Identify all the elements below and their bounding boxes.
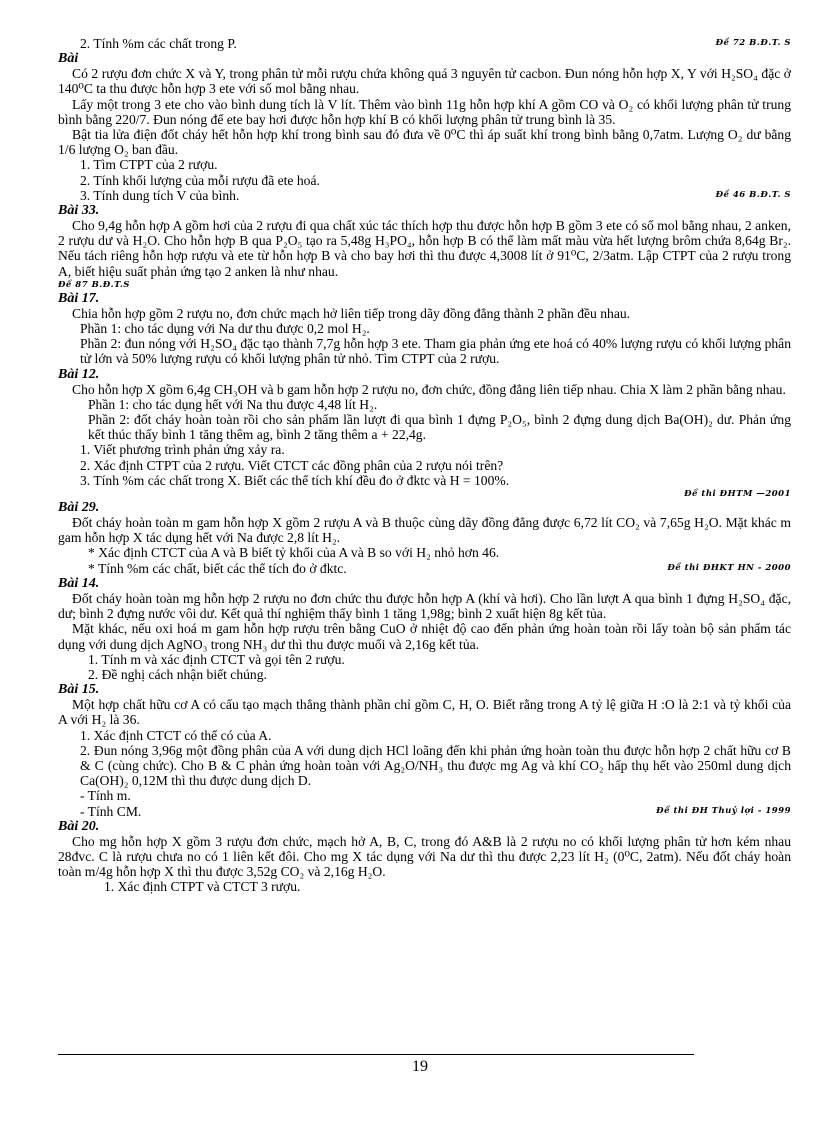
text-line	[58, 397, 791, 412]
page-number: 19	[412, 1058, 428, 1075]
text-line	[58, 382, 791, 397]
source-note	[58, 279, 791, 291]
line-text: 1. Xác định CTPT và CTCT 3 rượu.	[104, 879, 301, 895]
line-text: Phần 1: cho tác dụng với Na dư thu được 0,2 mol H₂.	[80, 321, 370, 337]
text-line	[58, 336, 791, 366]
line-text: Bật tia lửa điện đốt cháy hết hỗn hợp khí trong bình sau đó đưa về 0⁰C thì áp suất khí trong bình bằng 0,7atm. Lượng O₂ dư bằng 1/6 lượng O₂ ban đầu.	[58, 127, 791, 158]
text-line	[58, 591, 791, 621]
text-line	[58, 36, 791, 51]
text-line	[58, 652, 791, 667]
line-text: Bài 29.	[58, 500, 100, 516]
text-line	[58, 127, 791, 157]
exercise-title	[58, 576, 791, 591]
text-line	[58, 545, 791, 560]
text-line	[58, 157, 791, 172]
line-text: Phần 2: đốt cháy hoàn toàn rồi cho sản phẩm lần lượt đi qua bình 1 đựng P₂O₅, bình 2 đựng dung dịch Ba(OH)₂ dư. Phản ứng kết thúc thấy bình 1 tăng thêm ag, bình 2 tăng thêm a + 22,4g.	[88, 412, 791, 443]
document-content	[58, 36, 791, 895]
line-text: Bài	[58, 51, 79, 67]
source-note: Đề 46 B.Đ.T. S	[715, 189, 791, 200]
text-line	[58, 621, 791, 651]
line-text: Đốt cháy hoàn toàn m gam hỗn hợp X gồm 2 rượu A và B thuộc cùng dãy đồng đẳng được 6,72 lít CO₂ và 7,65g H₂O. Mặt khác m gam hỗn hợp X tác dụng hết với Na được 2,8 lít H₂.	[58, 515, 791, 546]
line-text: 1. Tìm CTPT của 2 rượu.	[80, 157, 218, 173]
text-line	[58, 97, 791, 127]
exercise-title	[58, 51, 791, 66]
text-line	[58, 879, 791, 894]
line-text: Bài 14.	[58, 575, 100, 591]
text-line	[58, 306, 791, 321]
line-text: Mặt khác, nếu oxi hoá m gam hỗn hợp rượu trên bằng CuO ở nhiệt độ cao đến phản ứng hoàn toàn rồi lấy toàn bộ sản phẩm tác dụng với dung dịch AgNO₃ trong NH₃ dư thì thu được muối và 2,16g kết tủa.	[58, 621, 791, 652]
line-text: Một hợp chất hữu cơ A có cấu tạo mạch thẳng thành phần chỉ gồm C, H, O. Biết rằng trong A tỷ lệ giữa H :O là 2:1 và tỷ khối của A với H₂ là 36.	[58, 697, 791, 728]
text-line	[58, 804, 791, 819]
line-text: * Xác định CTCT của A và B biết tỷ khối của A và B so với H₂ nhỏ hơn 46.	[88, 545, 500, 561]
text-line	[58, 442, 791, 457]
line-text: 2. Tính %m các chất trong P.	[80, 36, 237, 51]
line-text: Bài 20.	[58, 818, 100, 834]
line-text: - Tính m.	[80, 788, 131, 804]
line-text: Phần 1: cho tác dụng hết với Na thu được 4,48 lít H₂.	[88, 396, 378, 412]
line-text: - Tính CM.	[80, 803, 142, 819]
line-text: Đề thi ĐHTM —2001	[684, 489, 791, 500]
text-line	[58, 728, 791, 743]
line-text: 3. Tính %m các chất trong X. Biết các thể tích khí đều đo ở đktc và H = 100%.	[80, 472, 510, 488]
exercise-title	[58, 291, 791, 306]
line-text: Có 2 rượu đơn chức X và Y, trong phân tử mỗi rượu chứa không quá 3 nguyên tử cacbon. Đun nóng hỗn hợp X, Y với H₂SO₄ đặc ở 140⁰C ta thu được hỗn hợp 3 ete với số mol bằng nhau.	[58, 66, 791, 97]
text-line	[58, 66, 791, 96]
exercise-title	[58, 203, 791, 218]
line-text: Lấy một trong 3 ete cho vào bình dung tích là V lít. Thêm vào bình 11g hỗn hợp khí A gồm CO và O₂ có khối lượng phân tử trung bình bằng 220/7. Đun nóng để ete bay hơi được hỗn hợp khí B có khối lượng phân tử trung bình là 35.	[58, 96, 791, 127]
line-text: Bài 12.	[58, 366, 100, 382]
line-text: 1. Tính m và xác định CTCT và gọi tên 2 rượu.	[88, 651, 345, 667]
footer-rule	[58, 1054, 694, 1055]
line-text: Phần 2: đun nóng với H₂SO₄ đặc tạo thành 7,7g hỗn hợp 3 ete. Tham gia phản ứng ete hoá có 40% lượng rượu có khối lượng phân tử lớn và 50% lượng rượu có khối lượng phân tử nhỏ. Tìm CTPT của 2 rượu.	[80, 336, 791, 367]
text-line	[58, 458, 791, 473]
source-note	[58, 488, 791, 500]
line-text: Đề 87 B.Đ.T.S	[58, 279, 130, 290]
line-text: Chia hỗn hợp gồm 2 rượu no, đơn chức mạch hở liên tiếp trong dãy đồng đẳng thành 2 phần đều nhau.	[72, 305, 631, 321]
line-text: 2. Tính khối lượng của mỗi rượu đã ete hoá.	[80, 172, 320, 188]
text-line	[58, 473, 791, 488]
line-text: Cho hỗn hợp X gồm 6,4g CH₃OH và b gam hỗn hợp 2 rượu no, đơn chức, đồng đẳng liên tiếp nhau. Chia X làm 2 phần bằng nhau.	[72, 381, 786, 397]
line-text: 2. Đề nghị cách nhận biết chúng.	[88, 666, 267, 682]
line-text: Bài 17.	[58, 290, 100, 306]
exercise-title	[58, 682, 791, 697]
source-note: Đề thi ĐH Thuỷ lợi - 1999	[656, 805, 791, 816]
text-line	[58, 561, 791, 576]
text-line	[58, 321, 791, 336]
line-text: 2. Xác định CTPT của 2 rượu. Viết CTCT các đồng phân của 2 rượu nói trên?	[80, 457, 504, 473]
source-note: Đề 72 B.Đ.T. S	[715, 38, 791, 48]
text-line	[58, 697, 791, 727]
text-line	[58, 218, 791, 279]
line-text: 2. Đun nóng 3,96g một đồng phân của A với dung dịch HCl loãng đến khi phản ứng hoàn toàn thu được hỗn hợp 2 chất hữu cơ B & C (cùng chức). Cho B & C phản ứng hoàn toàn với Ag₂O/NH₃ thu được mg Ag và khí CO₂ hấp thụ hết vào 250ml dung dịch Ca(OH)₂ 0,12M thì thu được dung dịch D.	[80, 742, 791, 789]
document-body	[58, 36, 791, 895]
line-text: * Tính %m các chất, biết các thể tích đo ở đktc.	[88, 560, 347, 576]
line-text: 3. Tính dung tích V của bình.	[80, 187, 240, 203]
text-line	[58, 788, 791, 803]
text-line	[58, 173, 791, 188]
text-line	[58, 834, 791, 880]
text-line	[58, 412, 791, 442]
text-line	[58, 667, 791, 682]
line-text: Bài 15.	[58, 682, 100, 698]
text-line	[58, 188, 791, 203]
text-line	[58, 743, 791, 789]
line-text: Cho mg hỗn hợp X gồm 3 rượu đơn chức, mạch hở A, B, C, trong đó A&B là 2 rượu no có khối lượng phân tử hơn kém nhau 28đvc. C là rượu chưa no có 1 liên kết đôi. Cho mg X tác dụng với Na dư thì thu được 2,23 lít H₂ (0⁰C, 2atm). Nếu đốt cháy hoàn toàn m/4g hỗn hợp X thì thu được 3,52g CO₂ và 2,16g H₂O.	[58, 833, 791, 880]
line-text: Cho 9,4g hỗn hợp A gồm hơi của 2 rượu đi qua chất xúc tác thích hợp thu được hỗn hợp B gồm 3 ete có số mol bằng nhau, 2 anken, 2 rượu dư và H₂O. Cho hỗn hợp B qua P₂O₅ tạo ra 5,48g H₃PO₄, hỗn hợp B có thể làm mất màu vừa hết lượng brôm chứa 8,64g Br₂. Nếu tách riêng hỗn hợp rượu và ete từ hỗn hợp B và cho bay hơi thì thu được 4,3008 lít ở 91⁰C, 2/3atm. Lập CTPT của 2 rượu trong A, biết hiệu suất phản ứng tạo 2 anken là như nhau.	[58, 218, 791, 279]
source-note: Đề thi ĐHKT HN - 2000	[667, 562, 791, 573]
line-text: 1. Viết phương trình phản ứng xảy ra.	[80, 442, 285, 458]
exercise-title	[58, 367, 791, 382]
exercise-title	[58, 500, 791, 515]
line-text: 1. Xác định CTCT có thể có của A.	[80, 727, 272, 743]
exercise-title	[58, 819, 791, 834]
line-text: Bài 33.	[58, 203, 100, 219]
text-line	[58, 515, 791, 545]
line-text: Đốt cháy hoàn toàn mg hỗn hợp 2 rượu no đơn chức thu được hỗn hợp A (khí và hơi). Cho lần lượt A qua bình 1 đựng H₂SO₄ đặc, dư; bình 2 đựng nước vôi dư. Kết quả thí nghiệm thấy bình 1 tăng 1,98g; bình 2 xuất hiện 8g kết tủa.	[58, 590, 791, 622]
